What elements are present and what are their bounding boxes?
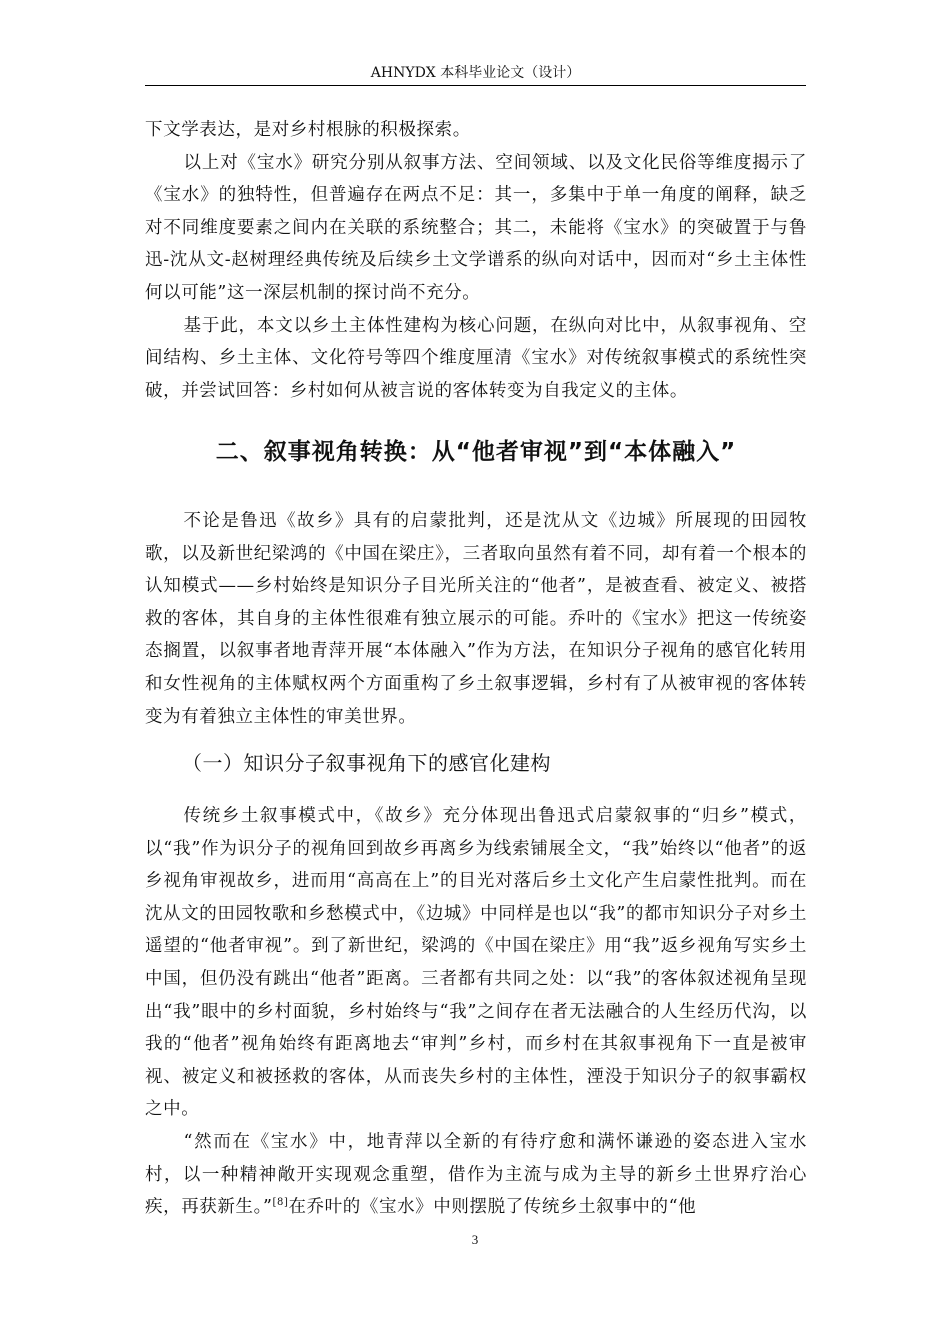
running-header: AHNYDX 本科毕业论文（设计）: [145, 62, 806, 86]
section-two-body: [145, 505, 807, 733]
subsection-heading: （一）知识分子叙事视角下的感官化建构: [182, 751, 551, 775]
paragraph: 不论是鲁迅《故乡》具有的启蒙批判，还是沈从文《边城》所展现的田园牧歌，以及新世纪梁鸿的《中国在梁庄》，三者取向虽然有着不同，却有着一个根本的认知模式——乡村始终是知识分子目光所关注的“他者”，是被查看、被定义、被搭救的客体，其自身的主体性很难有独立展示的可能。乔叶的《宝水》把这一传统姿态搁置，以叙事者地青萍开展“本体融入”作为方法，在知识分子视角的感官化转用和女性视角的主体赋权两个方面重构了乡土叙事逻辑，乡村有了从被审视的客体转变为有着独立主体性的审美世界。: [145, 511, 807, 727]
section-heading: 二、叙事视角转换：从“他者审视”到“本体融入”: [215, 439, 737, 465]
page-number: 3: [471, 1232, 479, 1247]
paragraph: 下文学表达，是对乡村根脉的积极探索。: [145, 120, 471, 140]
intro-section: [145, 114, 807, 407]
quotation-text: “然而在《宝水》中，地青萍以全新的有待疗愈和满怀谦逊的姿态进入宝水村，以一种精神敞开实现观念重塑，借作为主流与成为主导的新乡土世界疗治心疾，再获新生。”: [145, 1131, 807, 1218]
paragraph: 传统乡土叙事模式中，《故乡》充分体现出鲁迅式启蒙叙事的“归乡”模式，以“我”作为识分子的视角回到故乡再离乡为线索铺展全文，“我”始终以“他者”的返乡视角审视故乡，进而用“高高在上”的目光对落后乡土文化产生启蒙性批判。而在沈从文的田园牧歌和乡愁模式中，《边城》中同样是也以“我”的都市知识分子对乡土遥望的“他者审视”。到了新世纪，梁鸿的《中国在梁庄》用“我”返乡视角写实乡土中国，但仍没有跳出“他者”距离。三者都有共同之处：以“我”的客体叙述视角呈现出“我”眼中的乡村面貌，乡村始终与“我”之间存在者无法融合的人生经历代沟，以我的“他者”视角始终有距离地去“审判”乡村，而乡村在其叙事视角下一直是被审视、被定义和被拯救的客体，从而丧失乡村的主体性，湮没于知识分子的叙事霸权之中。: [145, 806, 807, 1120]
paragraph-with-citation: [145, 1126, 807, 1224]
paragraph: 基于此，本文以乡土主体性建构为核心问题，在纵向对比中，从叙事视角、空间结构、乡土主体、文化符号等四个维度厘清《宝水》对传统叙事模式的系统性突破，并尝试回答：乡村如何从被言说的客体转变为自我定义的主体。: [145, 315, 807, 401]
continuation-text: 在乔叶的《宝水》中则摆脱了传统乡土叙事中的“他: [288, 1197, 697, 1218]
paragraph: 以上对《宝水》研究分别从叙事方法、空间领域、以及文化民俗等维度揭示了《宝水》的独特性，但普遍存在两点不足：其一，多集中于单一角度的阐释，缺乏对不同维度要素之间内在关联的系统整合；其二，未能将《宝水》的突破置于与鲁迅-沈从文-赵树理经典传统及后续乡土文学谱系的纵向对话中，因而对“乡土主体性何以可能”这一深层机制的探讨尚不充分。: [145, 152, 807, 303]
subsection-body: [145, 800, 807, 1224]
citation-marker: [8]: [272, 1197, 289, 1209]
